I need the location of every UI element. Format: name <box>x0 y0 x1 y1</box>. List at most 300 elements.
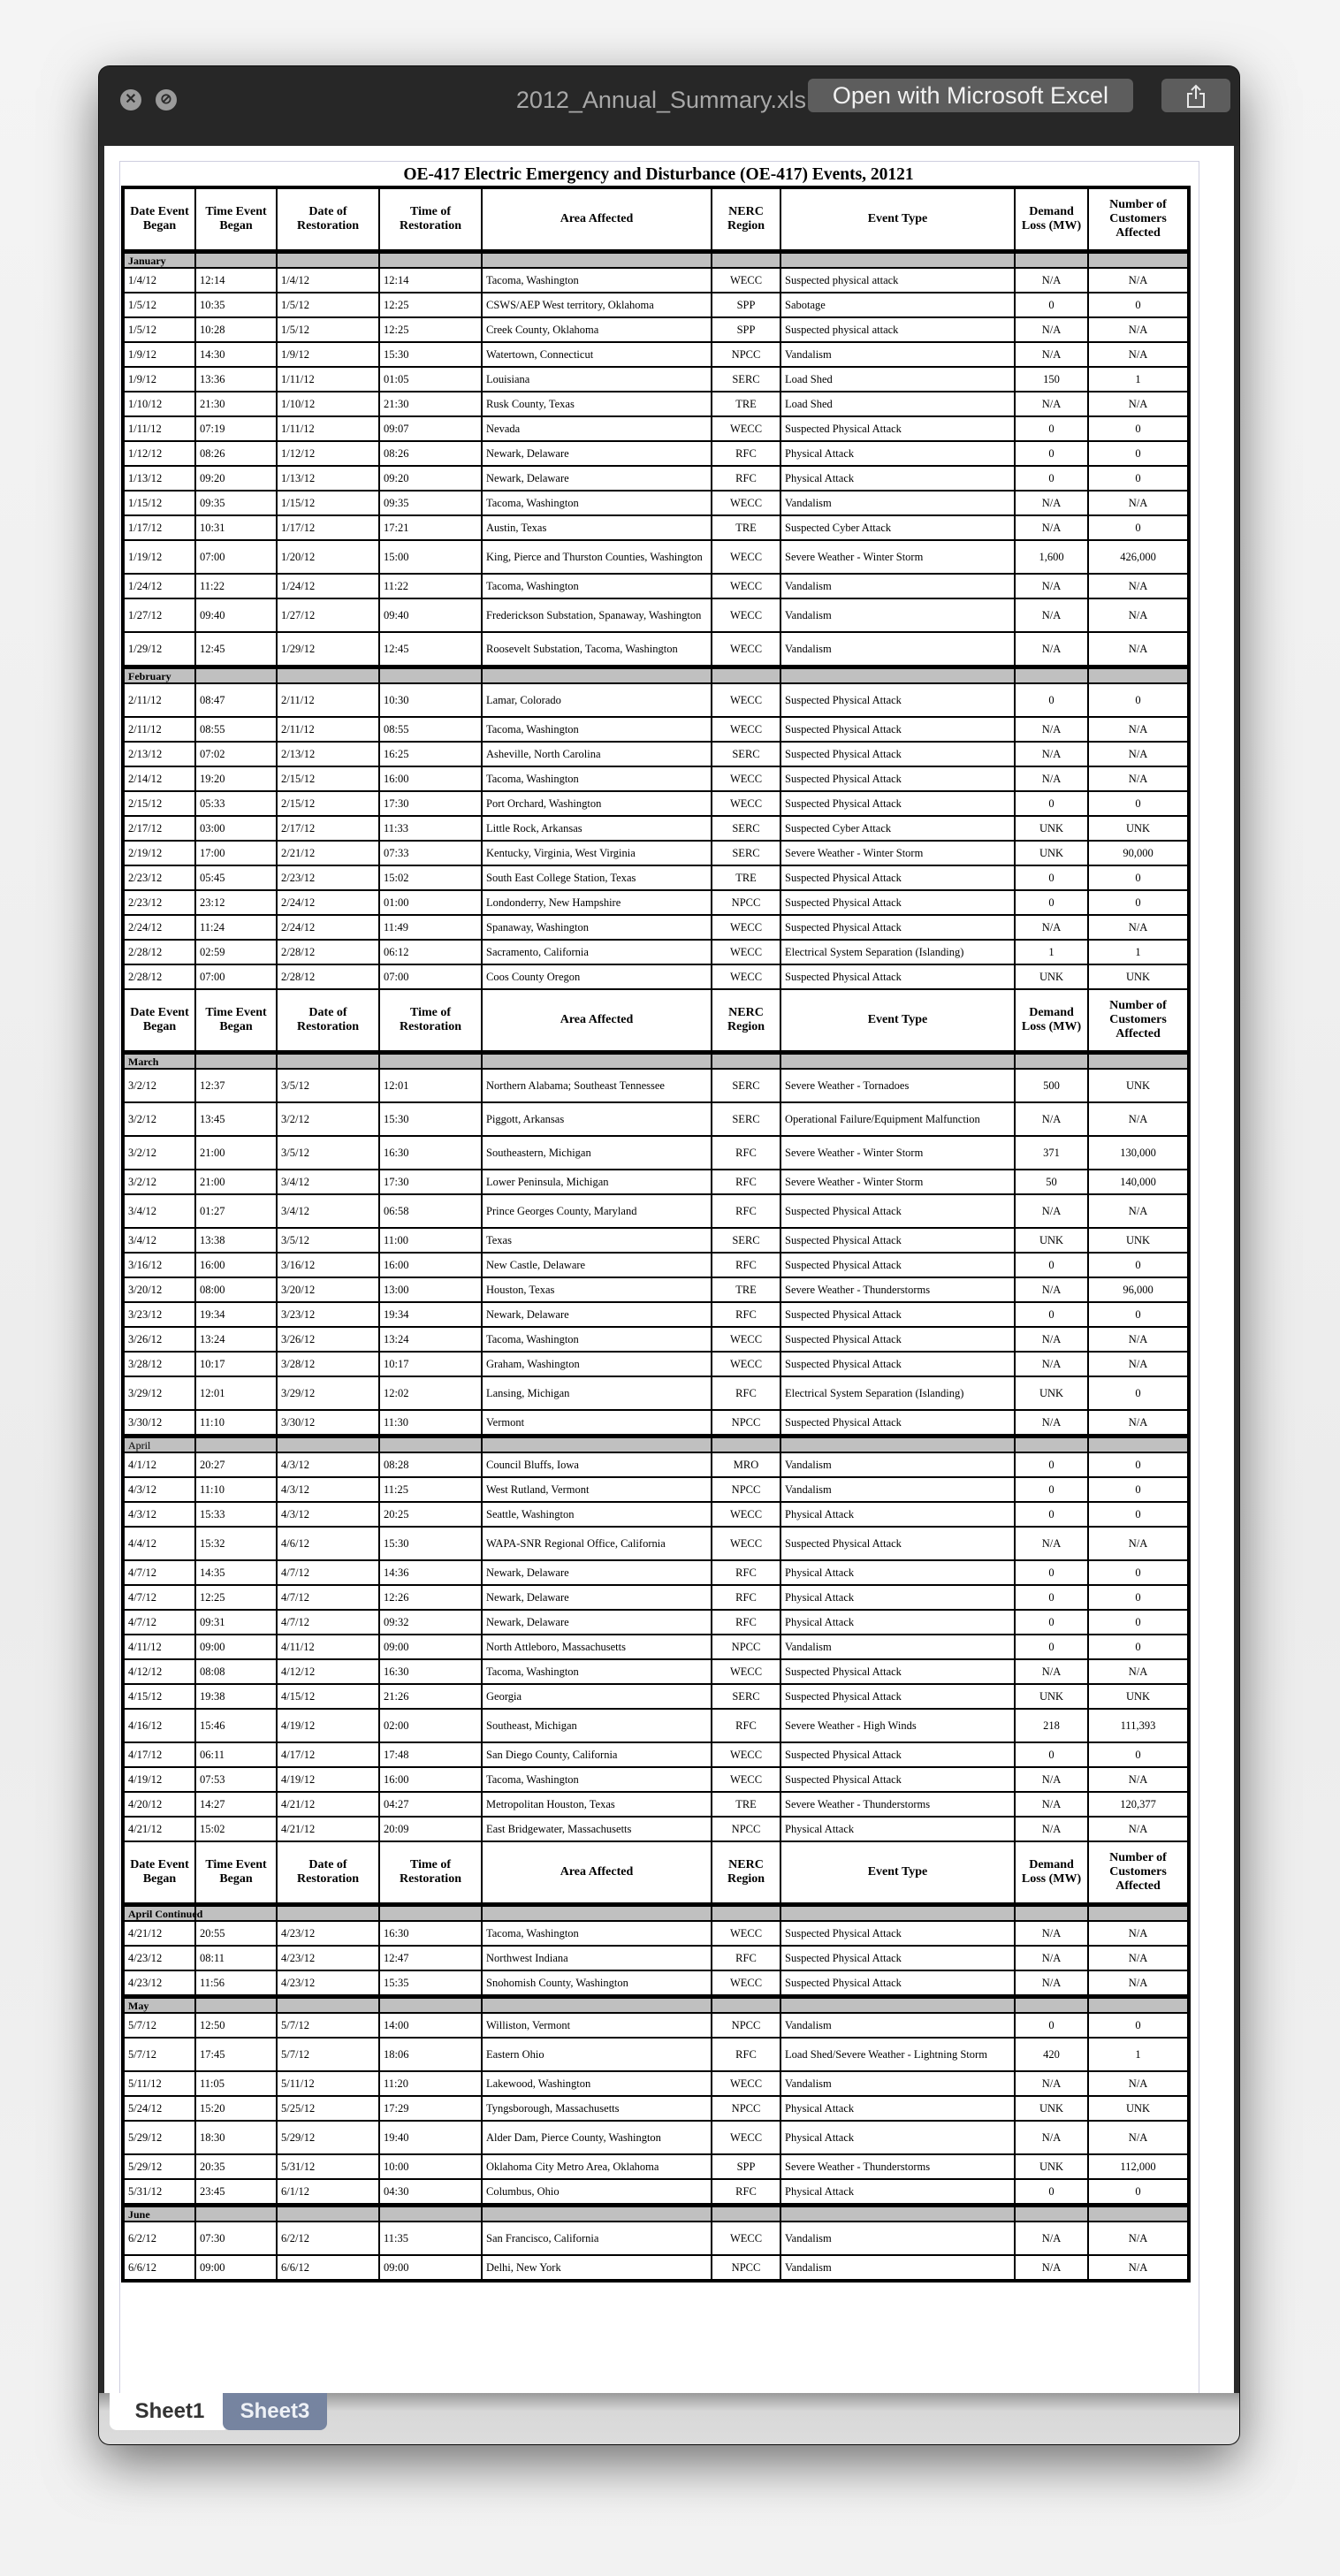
table-row <box>123 1410 1189 1437</box>
cell-nerc-region: SERC <box>712 1069 780 1102</box>
cell-date-began: 2/11/12 <box>123 683 195 717</box>
cell-date-began: 1/27/12 <box>123 598 195 632</box>
cell-area-affected: Nevada <box>482 416 712 441</box>
cell-time-began: 14:30 <box>195 342 277 367</box>
month-header-row <box>123 2206 1189 2222</box>
cell-customers-affected: N/A <box>1088 317 1189 342</box>
cell-nerc-region: SERC <box>712 367 780 392</box>
cell-demand-loss: 0 <box>1015 1585 1088 1610</box>
cell-date-restored: 5/31/12 <box>277 2154 379 2179</box>
cell-date-began: 6/6/12 <box>123 2255 195 2281</box>
column-header-event-type: Event Type <box>780 1841 1015 1905</box>
cell-date-began: 1/10/12 <box>123 392 195 416</box>
cell-time-began: 15:33 <box>195 1502 277 1527</box>
cell-event-type: Vandalism <box>780 1452 1015 1477</box>
cell-time-restored: 12:25 <box>379 293 482 317</box>
table-row <box>123 791 1189 816</box>
cell-event-type: Suspected Physical Attack <box>780 1767 1015 1792</box>
cell-time-began: 11:10 <box>195 1410 277 1437</box>
cell-date-restored: 1/4/12 <box>277 268 379 293</box>
cell-area-affected: Frederickson Substation, Spanaway, Washington <box>482 598 712 632</box>
cell-nerc-region: WECC <box>712 1659 780 1684</box>
cell-customers-affected: 0 <box>1088 1742 1189 1767</box>
cell-demand-loss: N/A <box>1015 342 1088 367</box>
table-row <box>123 1921 1189 1946</box>
column-header-area-affected: Area Affected <box>482 1841 712 1905</box>
close-icon[interactable]: ✕ <box>120 89 141 111</box>
cell-nerc-region: TRE <box>712 1792 780 1817</box>
cell-nerc-region: MRO <box>712 1452 780 1477</box>
cell-date-restored: 1/17/12 <box>277 515 379 540</box>
cell-demand-loss: N/A <box>1015 1102 1088 1136</box>
cell-date-restored: 1/29/12 <box>277 632 379 667</box>
cell-time-began: 12:01 <box>195 1376 277 1410</box>
cell-customers-affected: 0 <box>1088 1253 1189 1277</box>
cell-area-affected: Kentucky, Virginia, West Virginia <box>482 841 712 865</box>
cell-date-restored: 4/21/12 <box>277 1817 379 1841</box>
cell-nerc-region: WECC <box>712 1767 780 1792</box>
cell-date-began: 1/13/12 <box>123 466 195 491</box>
cell-customers-affected: 0 <box>1088 441 1189 466</box>
cell-nerc-region: SERC <box>712 1228 780 1253</box>
column-header-customers-affected: Number of Customers Affected <box>1088 1841 1189 1905</box>
cell-time-restored: 13:24 <box>379 1327 482 1352</box>
month-filler-cell <box>780 1905 1015 1922</box>
cell-nerc-region: SPP <box>712 293 780 317</box>
column-header-area-affected: Area Affected <box>482 989 712 1053</box>
month-header-row <box>123 1437 1189 1453</box>
cell-date-restored: 1/5/12 <box>277 317 379 342</box>
cell-customers-affected: 1 <box>1088 367 1189 392</box>
month-filler-cell <box>277 1053 379 1070</box>
cell-nerc-region: TRE <box>712 1277 780 1302</box>
month-filler-cell <box>712 2206 780 2222</box>
cell-date-restored: 1/11/12 <box>277 416 379 441</box>
cell-time-restored: 01:05 <box>379 367 482 392</box>
cell-area-affected: Newark, Delaware <box>482 441 712 466</box>
cell-date-began: 4/16/12 <box>123 1709 195 1742</box>
cell-event-type: Suspected physical attack <box>780 317 1015 342</box>
cell-time-restored: 20:09 <box>379 1817 482 1841</box>
cell-customers-affected: N/A <box>1088 598 1189 632</box>
cell-date-restored: 1/20/12 <box>277 540 379 574</box>
cell-event-type: Suspected Physical Attack <box>780 1327 1015 1352</box>
cell-area-affected: Newark, Delaware <box>482 1585 712 1610</box>
column-header-date-began: Date Event Began <box>123 187 195 252</box>
cell-date-restored: 6/2/12 <box>277 2222 379 2255</box>
table-row <box>123 1659 1189 1684</box>
cell-time-began: 08:47 <box>195 683 277 717</box>
cell-time-restored: 21:26 <box>379 1684 482 1709</box>
open-with-excel-button[interactable]: Open with Microsoft Excel <box>808 79 1133 112</box>
cell-event-type: Suspected Physical Attack <box>780 915 1015 940</box>
cell-area-affected: Roosevelt Substation, Tacoma, Washington <box>482 632 712 667</box>
cell-area-affected: Newark, Delaware <box>482 1302 712 1327</box>
column-header-nerc-region: NERC Region <box>712 989 780 1053</box>
cell-nerc-region: NPCC <box>712 1635 780 1659</box>
month-filler-cell <box>277 1997 379 2014</box>
month-filler-cell <box>482 252 712 269</box>
cell-demand-loss: 0 <box>1015 865 1088 890</box>
cell-date-began: 3/2/12 <box>123 1102 195 1136</box>
cell-event-type: Physical Attack <box>780 1610 1015 1635</box>
cell-customers-affected: 111,393 <box>1088 1709 1189 1742</box>
cell-date-began: 1/19/12 <box>123 540 195 574</box>
cell-area-affected: West Rutland, Vermont <box>482 1477 712 1502</box>
cell-demand-loss: N/A <box>1015 317 1088 342</box>
cell-time-restored: 09:20 <box>379 466 482 491</box>
cell-time-restored: 11:25 <box>379 1477 482 1502</box>
cell-area-affected: Creek County, Oklahoma <box>482 317 712 342</box>
cell-area-affected: Southeastern, Michigan <box>482 1136 712 1170</box>
cell-time-began: 08:11 <box>195 1946 277 1970</box>
cell-date-began: 3/2/12 <box>123 1170 195 1194</box>
table-row <box>123 717 1189 742</box>
cell-time-restored: 16:00 <box>379 766 482 791</box>
sheet-tab-sheet3[interactable]: Sheet3 <box>223 2393 327 2430</box>
cell-time-restored: 15:00 <box>379 540 482 574</box>
cell-customers-affected: N/A <box>1088 632 1189 667</box>
cell-nerc-region: TRE <box>712 515 780 540</box>
cell-event-type: Severe Weather - High Winds <box>780 1709 1015 1742</box>
cell-date-began: 2/11/12 <box>123 717 195 742</box>
cell-demand-loss: 150 <box>1015 367 1088 392</box>
cell-customers-affected: N/A <box>1088 268 1189 293</box>
cell-date-restored: 4/7/12 <box>277 1585 379 1610</box>
cell-nerc-region: SERC <box>712 816 780 841</box>
cell-date-began: 5/24/12 <box>123 2096 195 2121</box>
table-row <box>123 574 1189 598</box>
month-filler-cell <box>277 667 379 684</box>
table-row <box>123 540 1189 574</box>
cell-demand-loss: N/A <box>1015 1946 1088 1970</box>
cell-customers-affected: N/A <box>1088 491 1189 515</box>
cell-nerc-region: RFC <box>712 1253 780 1277</box>
cell-demand-loss: N/A <box>1015 1659 1088 1684</box>
cell-customers-affected: 426,000 <box>1088 540 1189 574</box>
cell-date-began: 2/28/12 <box>123 964 195 989</box>
cell-demand-loss: N/A <box>1015 2255 1088 2281</box>
cell-time-began: 11:05 <box>195 2071 277 2096</box>
cell-date-began: 2/23/12 <box>123 865 195 890</box>
month-filler-cell <box>482 1997 712 2014</box>
cell-demand-loss: N/A <box>1015 392 1088 416</box>
cell-customers-affected: 0 <box>1088 466 1189 491</box>
cell-date-restored: 3/28/12 <box>277 1352 379 1376</box>
cell-time-began: 11:10 <box>195 1477 277 1502</box>
cell-demand-loss: 0 <box>1015 2013 1088 2038</box>
cell-time-began: 20:35 <box>195 2154 277 2179</box>
cell-nerc-region: NPCC <box>712 2255 780 2281</box>
cell-time-began: 19:38 <box>195 1684 277 1709</box>
cell-time-restored: 09:00 <box>379 1635 482 1659</box>
cell-date-restored: 1/24/12 <box>277 574 379 598</box>
cell-area-affected: Londonderry, New Hampshire <box>482 890 712 915</box>
sheet-tab-sheet1[interactable]: Sheet1 <box>110 2393 230 2430</box>
month-filler-cell <box>1088 252 1189 269</box>
cell-time-began: 12:25 <box>195 1585 277 1610</box>
table-row <box>123 2096 1189 2121</box>
cell-nerc-region: WECC <box>712 1742 780 1767</box>
month-filler-cell <box>780 1997 1015 2014</box>
cell-area-affected: Port Orchard, Washington <box>482 791 712 816</box>
cell-date-began: 3/16/12 <box>123 1253 195 1277</box>
cell-customers-affected: 0 <box>1088 791 1189 816</box>
cell-demand-loss: 0 <box>1015 1610 1088 1635</box>
cell-area-affected: Tyngsborough, Massachusetts <box>482 2096 712 2121</box>
month-filler-cell <box>1015 1905 1088 1922</box>
cell-time-restored: 06:58 <box>379 1194 482 1228</box>
cell-date-began: 3/2/12 <box>123 1136 195 1170</box>
cell-area-affected: Tacoma, Washington <box>482 1327 712 1352</box>
cell-time-began: 08:08 <box>195 1659 277 1684</box>
month-label: April <box>123 1437 195 1453</box>
cell-date-began: 4/11/12 <box>123 1635 195 1659</box>
cell-time-began: 18:30 <box>195 2121 277 2154</box>
cell-demand-loss: N/A <box>1015 1817 1088 1841</box>
cell-date-began: 4/15/12 <box>123 1684 195 1709</box>
cell-customers-affected: N/A <box>1088 392 1189 416</box>
cell-date-began: 5/31/12 <box>123 2179 195 2206</box>
cell-time-restored: 12:01 <box>379 1069 482 1102</box>
no-entry-icon[interactable]: ⊘ <box>156 89 177 111</box>
cell-time-began: 13:45 <box>195 1102 277 1136</box>
cell-time-began: 09:35 <box>195 491 277 515</box>
cell-date-began: 1/29/12 <box>123 632 195 667</box>
cell-time-began: 15:02 <box>195 1817 277 1841</box>
cell-time-restored: 10:30 <box>379 683 482 717</box>
cell-time-restored: 11:22 <box>379 574 482 598</box>
table-row <box>123 268 1189 293</box>
table-row <box>123 1792 1189 1817</box>
cell-demand-loss: 0 <box>1015 1302 1088 1327</box>
cell-date-restored: 1/12/12 <box>277 441 379 466</box>
cell-date-began: 4/7/12 <box>123 1560 195 1585</box>
cell-nerc-region: RFC <box>712 1585 780 1610</box>
cell-customers-affected: 120,377 <box>1088 1792 1189 1817</box>
cell-area-affected: Columbus, Ohio <box>482 2179 712 2206</box>
cell-date-began: 4/21/12 <box>123 1817 195 1841</box>
cell-event-type: Suspected Physical Attack <box>780 1527 1015 1560</box>
month-filler-cell <box>1015 252 1088 269</box>
month-filler-cell <box>379 1905 482 1922</box>
spreadsheet-preview[interactable] <box>104 146 1234 2393</box>
month-filler-cell <box>482 1437 712 1453</box>
month-filler-cell <box>195 252 277 269</box>
cell-demand-loss: UNK <box>1015 816 1088 841</box>
cell-date-began: 4/23/12 <box>123 1970 195 1997</box>
cell-customers-affected: 0 <box>1088 2179 1189 2206</box>
cell-area-affected: San Francisco, California <box>482 2222 712 2255</box>
cell-event-type: Suspected Physical Attack <box>780 683 1015 717</box>
title-bar <box>99 66 1239 146</box>
cell-time-began: 16:00 <box>195 1253 277 1277</box>
cell-nerc-region: NPCC <box>712 1477 780 1502</box>
table-row <box>123 816 1189 841</box>
cell-demand-loss: N/A <box>1015 268 1088 293</box>
month-filler-cell <box>712 667 780 684</box>
cell-area-affected: Graham, Washington <box>482 1352 712 1376</box>
cell-event-type: Suspected Physical Attack <box>780 1410 1015 1437</box>
cell-event-type: Severe Weather - Winter Storm <box>780 841 1015 865</box>
cell-nerc-region: RFC <box>712 1194 780 1228</box>
cell-nerc-region: WECC <box>712 940 780 964</box>
cell-nerc-region: RFC <box>712 441 780 466</box>
month-filler-cell <box>482 667 712 684</box>
cell-demand-loss: UNK <box>1015 841 1088 865</box>
cell-time-restored: 14:36 <box>379 1560 482 1585</box>
cell-date-began: 2/15/12 <box>123 791 195 816</box>
month-filler-cell <box>712 1997 780 2014</box>
cell-time-began: 19:34 <box>195 1302 277 1327</box>
cell-time-began: 13:38 <box>195 1228 277 1253</box>
cell-demand-loss: N/A <box>1015 766 1088 791</box>
cell-customers-affected: N/A <box>1088 742 1189 766</box>
column-header-date-began: Date Event Began <box>123 1841 195 1905</box>
cell-demand-loss: N/A <box>1015 1327 1088 1352</box>
cell-demand-loss: N/A <box>1015 515 1088 540</box>
table-row <box>123 1970 1189 1997</box>
cell-date-restored: 6/6/12 <box>277 2255 379 2281</box>
cell-nerc-region: WECC <box>712 574 780 598</box>
cell-nerc-region: NPCC <box>712 2096 780 2121</box>
cell-area-affected: Seattle, Washington <box>482 1502 712 1527</box>
cell-nerc-region: WECC <box>712 683 780 717</box>
month-filler-cell <box>1015 667 1088 684</box>
cell-time-restored: 11:00 <box>379 1228 482 1253</box>
month-label: April Continued <box>123 1905 195 1922</box>
cell-area-affected: Delhi, New York <box>482 2255 712 2281</box>
cell-nerc-region: SPP <box>712 317 780 342</box>
month-filler-cell <box>1088 1053 1189 1070</box>
month-filler-cell <box>780 1053 1015 1070</box>
share-button[interactable] <box>1161 79 1230 112</box>
cell-event-type: Suspected physical attack <box>780 268 1015 293</box>
cell-event-type: Physical Attack <box>780 2096 1015 2121</box>
cell-time-began: 09:31 <box>195 1610 277 1635</box>
cell-event-type: Suspected Physical Attack <box>780 1684 1015 1709</box>
table-row <box>123 1277 1189 1302</box>
cell-nerc-region: RFC <box>712 1170 780 1194</box>
table-row <box>123 293 1189 317</box>
cell-time-began: 07:53 <box>195 1767 277 1792</box>
document-title: 2012_Annual_Summary.xls <box>515 87 806 113</box>
cell-area-affected: Little Rock, Arkansas <box>482 816 712 841</box>
cell-demand-loss: 0 <box>1015 683 1088 717</box>
cell-customers-affected: N/A <box>1088 1352 1189 1376</box>
cell-time-restored: 11:33 <box>379 816 482 841</box>
cell-event-type: Vandalism <box>780 491 1015 515</box>
cell-date-restored: 1/5/12 <box>277 293 379 317</box>
cell-nerc-region: RFC <box>712 1610 780 1635</box>
cell-time-restored: 15:02 <box>379 865 482 890</box>
cell-nerc-region: NPCC <box>712 2013 780 2038</box>
cell-time-restored: 08:26 <box>379 441 482 466</box>
cell-customers-affected: 96,000 <box>1088 1277 1189 1302</box>
cell-event-type: Vandalism <box>780 2071 1015 2096</box>
cell-time-began: 09:40 <box>195 598 277 632</box>
quicklook-window <box>99 66 1239 2444</box>
cell-nerc-region: RFC <box>712 1946 780 1970</box>
cell-time-began: 21:00 <box>195 1170 277 1194</box>
cell-demand-loss: 0 <box>1015 416 1088 441</box>
cell-date-began: 1/11/12 <box>123 416 195 441</box>
cell-nerc-region: WECC <box>712 1327 780 1352</box>
cell-time-restored: 04:27 <box>379 1792 482 1817</box>
table-row <box>123 1194 1189 1228</box>
cell-event-type: Suspected Cyber Attack <box>780 816 1015 841</box>
cell-date-restored: 3/23/12 <box>277 1302 379 1327</box>
cell-nerc-region: RFC <box>712 1709 780 1742</box>
cell-date-restored: 3/29/12 <box>277 1376 379 1410</box>
cell-time-began: 19:20 <box>195 766 277 791</box>
cell-date-restored: 4/19/12 <box>277 1709 379 1742</box>
cell-time-restored: 20:25 <box>379 1502 482 1527</box>
cell-nerc-region: WECC <box>712 540 780 574</box>
cell-date-began: 3/2/12 <box>123 1069 195 1102</box>
cell-date-began: 4/23/12 <box>123 1946 195 1970</box>
cell-date-began: 2/28/12 <box>123 940 195 964</box>
cell-time-restored: 19:34 <box>379 1302 482 1327</box>
cell-event-type: Suspected Physical Attack <box>780 1228 1015 1253</box>
cell-time-began: 13:24 <box>195 1327 277 1352</box>
cell-customers-affected: N/A <box>1088 1410 1189 1437</box>
cell-time-restored: 17:29 <box>379 2096 482 2121</box>
table-row <box>123 1585 1189 1610</box>
month-filler-cell <box>780 252 1015 269</box>
cell-area-affected: King, Pierce and Thurston Counties, Washington <box>482 540 712 574</box>
cell-area-affected: Tacoma, Washington <box>482 268 712 293</box>
cell-time-began: 11:22 <box>195 574 277 598</box>
table-row <box>123 1253 1189 1277</box>
table-row <box>123 890 1189 915</box>
cell-nerc-region: WECC <box>712 268 780 293</box>
table-row <box>123 392 1189 416</box>
cell-area-affected: Coos County Oregon <box>482 964 712 989</box>
month-filler-cell <box>379 667 482 684</box>
cell-customers-affected: N/A <box>1088 1767 1189 1792</box>
table-row <box>123 1069 1189 1102</box>
cell-time-restored: 15:30 <box>379 342 482 367</box>
month-header-row <box>123 1053 1189 1070</box>
cell-customers-affected: N/A <box>1088 717 1189 742</box>
month-label: March <box>123 1053 195 1070</box>
cell-date-began: 6/2/12 <box>123 2222 195 2255</box>
cell-time-began: 12:50 <box>195 2013 277 2038</box>
cell-time-restored: 17:30 <box>379 791 482 816</box>
table-row <box>123 742 1189 766</box>
table-row <box>123 317 1189 342</box>
column-header-time-restored: Time of Restoration <box>379 1841 482 1905</box>
cell-event-type: Suspected Physical Attack <box>780 791 1015 816</box>
cell-time-restored: 12:47 <box>379 1946 482 1970</box>
month-filler-cell <box>1088 1905 1189 1922</box>
month-filler-cell <box>780 667 1015 684</box>
cell-nerc-region: NPCC <box>712 1817 780 1841</box>
cell-area-affected: Snohomish County, Washington <box>482 1970 712 1997</box>
column-header-demand-loss: Demand Loss (MW) <box>1015 187 1088 252</box>
cell-time-restored: 12:25 <box>379 317 482 342</box>
cell-nerc-region: WECC <box>712 1970 780 1997</box>
cell-area-affected: Newark, Delaware <box>482 466 712 491</box>
cell-date-restored: 1/13/12 <box>277 466 379 491</box>
cell-date-restored: 4/3/12 <box>277 1502 379 1527</box>
month-filler-cell <box>482 2206 712 2222</box>
cell-event-type: Suspected Physical Attack <box>780 1946 1015 1970</box>
cell-date-began: 5/29/12 <box>123 2121 195 2154</box>
cell-area-affected: Lower Peninsula, Michigan <box>482 1170 712 1194</box>
column-header-row <box>123 989 1189 1053</box>
